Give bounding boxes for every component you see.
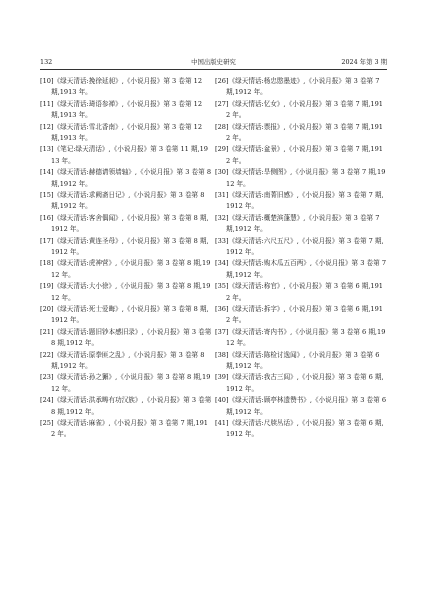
- reference-number: [17]: [40, 236, 54, 245]
- reference-number: [26]: [215, 77, 229, 85]
- reference-number: [27]: [215, 99, 229, 108]
- page-number: 132: [40, 58, 53, 66]
- journal-title: 中国出版史研究: [191, 58, 236, 66]
- reference-item: [40, 418, 212, 441]
- reference-number: [23]: [40, 373, 54, 382]
- reference-number: [13]: [40, 145, 54, 154]
- reference-number: [21]: [40, 327, 54, 336]
- reference-text: 《绿天清话:麻雀》,《小说月报》第 3 卷第 7 期,1912 年。: [51, 418, 209, 439]
- reference-text: 《绿天清话:赫德请领墙轴》,《小说月报》第 3 卷第 8 期,1912 年。: [51, 168, 212, 188]
- reference-text: 《绿天清话:概楚滨蓬慧》,《小说月报》第 3 卷第 7 期,1912 年。: [226, 213, 380, 234]
- reference-item: [40, 167, 212, 190]
- reference-item: [40, 76, 212, 99]
- reference-number: [33]: [215, 236, 229, 245]
- reference-number: [36]: [215, 304, 229, 313]
- reference-text: 《绿天情话:购木瓜五百两》,《小说月报》第 3 卷第 7 期,1912 年。: [226, 259, 387, 279]
- reference-text: 《绿天情话:旱侧图》,《小说月报》第 3 卷第 7 期,1912 年。: [226, 168, 386, 188]
- reference-text: 《绿天情话:杨忠愍墨迹》,《小说月报》第 3 卷第 7 期,1912 年。: [226, 77, 380, 97]
- reference-item: [40, 190, 212, 213]
- reference-item: [40, 122, 212, 145]
- reference-column-left: [40, 76, 212, 441]
- reference-number: [30]: [215, 168, 229, 177]
- reference-text: 《绿天情话:票报》,《小说月报》第 3 卷第 7 期,1912 年。: [226, 122, 384, 142]
- reference-item: [40, 327, 212, 350]
- reference-number: [34]: [215, 259, 229, 268]
- reference-text: 《绿天清话:挽徐延昶》,《小说月报》第 3 卷第 12 期,1913 年。: [51, 77, 203, 97]
- reference-item: [40, 213, 212, 236]
- reference-text: 《绿天清话:客舍偶闻》,《小说月报》第 3 卷第 8 期,1912 年。: [51, 213, 209, 234]
- page-header: [40, 56, 387, 68]
- reference-item: [40, 99, 212, 122]
- reference-text: 《绿天清话:我古三闾》,《小说月报》第 3 卷第 6 期,1912 年。: [226, 373, 384, 393]
- reference-number: [19]: [40, 282, 54, 291]
- reference-number: [41]: [215, 418, 229, 427]
- reference-number: [16]: [40, 213, 54, 222]
- reference-item: [215, 304, 387, 327]
- reference-text: 《绿天情话:忆女》,《小说月报》第 3 卷第 7 期,1912 年。: [226, 99, 384, 120]
- reference-item: [215, 350, 387, 373]
- reference-text: 《绿天清话:顾亭林遗赞书》,《小说月报》第 3 卷第 6 期,1912 年。: [226, 396, 387, 416]
- reference-item: [215, 213, 387, 236]
- reference-number: [14]: [40, 168, 54, 177]
- reference-number: [25]: [40, 418, 54, 427]
- reference-text: 《绿天清话:六尺五尺》,《小说月报》第 3 卷第 7 期,1912 年。: [226, 236, 384, 256]
- reference-number: [39]: [215, 373, 229, 382]
- reference-number: [18]: [40, 259, 54, 268]
- reference-text: 《绿天清话:大小徐》,《小说月报》第 3 卷第 8 期,1912 年。: [51, 282, 211, 302]
- reference-item: [215, 190, 387, 213]
- reference-number: [32]: [215, 213, 229, 222]
- reference-item: [215, 76, 387, 99]
- header-rule: [40, 69, 387, 70]
- reference-item: [215, 99, 387, 122]
- reference-text: 《绿天清话:尺牍丛话》,《小说月报》第 3 卷第 6 期,1912 年。: [226, 418, 384, 439]
- reference-text: 《绿天清话:南菁旧感》,《小说月报》第 3 卷第 7 期,1912 年。: [226, 190, 384, 211]
- reference-number: [24]: [40, 396, 54, 405]
- reference-text: 《绿天清话:拆字》,《小说月报》第 3 卷第 6 期,1912 年。: [226, 304, 384, 325]
- reference-number: [10]: [40, 77, 54, 85]
- reference-text: 《绿天清话:雪北香南》,《小说月报》第 3 卷第 12 期,1913 年。: [51, 122, 203, 142]
- reference-item: [40, 144, 212, 167]
- reference-item: [40, 372, 212, 395]
- reference-number: [35]: [215, 282, 229, 291]
- reference-text: 《绿天清话:死士爱晦》,《小说月报》第 3 卷第 8 期,1912 年。: [51, 304, 209, 325]
- reference-text: 《绿天清话:虎神营》,《小说月报》第 3 卷第 8 期,1912 年。: [51, 259, 211, 279]
- reference-text: 《绿天清话:称官》,《小说月报》第 3 卷第 6 期,1912 年。: [226, 282, 384, 302]
- reference-text: 《绿天清话:寄内书》,《小说月报》第 3 卷第 6 期,1912 年。: [226, 327, 386, 348]
- reference-number: [12]: [40, 122, 54, 131]
- reference-text: 《笔记:绿天清话》,《小说月报》第 3 卷第 11 期,1913 年。: [51, 145, 209, 165]
- reference-text: 《绿天清话:洪承畴有功汉族》,《小说月报》第 3 卷第 8 期,1912 年。: [51, 396, 212, 416]
- reference-text: 《绿天清话:题旧钞本感旧录》,《小说月报》第 3 卷第 8 期,1912 年。: [51, 327, 212, 348]
- reference-number: [28]: [215, 122, 229, 131]
- reference-item: [40, 258, 212, 281]
- reference-item: [215, 167, 387, 190]
- reference-item: [215, 327, 387, 350]
- reference-text: 《绿天情话:盆景》,《小说月报》第 3 卷第 7 期,1912 年。: [226, 145, 384, 165]
- reference-item: [215, 372, 387, 395]
- reference-item: [215, 281, 387, 304]
- reference-number: [38]: [215, 350, 229, 359]
- reference-item: [40, 281, 212, 304]
- reference-number: [11]: [40, 99, 54, 108]
- reference-text: 《绿天清话:黄连圣母》,《小说月报》第 3 卷第 8 期,1912 年。: [51, 236, 209, 256]
- reference-item: [40, 304, 212, 327]
- reference-item: [215, 144, 387, 167]
- reference-number: [37]: [215, 327, 229, 336]
- reference-item: [40, 350, 212, 373]
- reference-item: [215, 122, 387, 145]
- reference-column-right: [215, 76, 387, 441]
- issue-label: 2024 年第 3 期: [341, 58, 387, 66]
- reference-item: [40, 395, 212, 418]
- reference-number: [40]: [215, 396, 229, 405]
- reference-text: 《绿天清话:陈检讨逸闻》,《小说月报》第 3 卷第 6 期,1912 年。: [226, 350, 380, 370]
- reference-text: 《绿天清话:孙之獬》,《小说月报》第 3 卷第 8 期,1912 年。: [51, 373, 211, 393]
- reference-number: [29]: [215, 145, 229, 154]
- reference-number: [22]: [40, 350, 54, 359]
- reference-item: [215, 418, 387, 441]
- reference-item: [215, 395, 387, 418]
- reference-number: [31]: [215, 190, 229, 199]
- reference-text: 《绿天清话:原拳匪之乱》,《小说月报》第 3 卷第 8 期,1912 年。: [51, 350, 205, 370]
- reference-number: [20]: [40, 304, 54, 313]
- reference-item: [215, 236, 387, 259]
- reference-text: 《绿天清话:琦语参禅》,《小说月报》第 3 卷第 12 期,1913 年。: [51, 99, 203, 120]
- reference-number: [15]: [40, 190, 54, 199]
- reference-item: [40, 236, 212, 259]
- reference-text: 《绿天清话:求阙斋日记》,《小说月报》第 3 卷第 8 期,1912 年。: [51, 190, 205, 211]
- reference-item: [215, 258, 387, 281]
